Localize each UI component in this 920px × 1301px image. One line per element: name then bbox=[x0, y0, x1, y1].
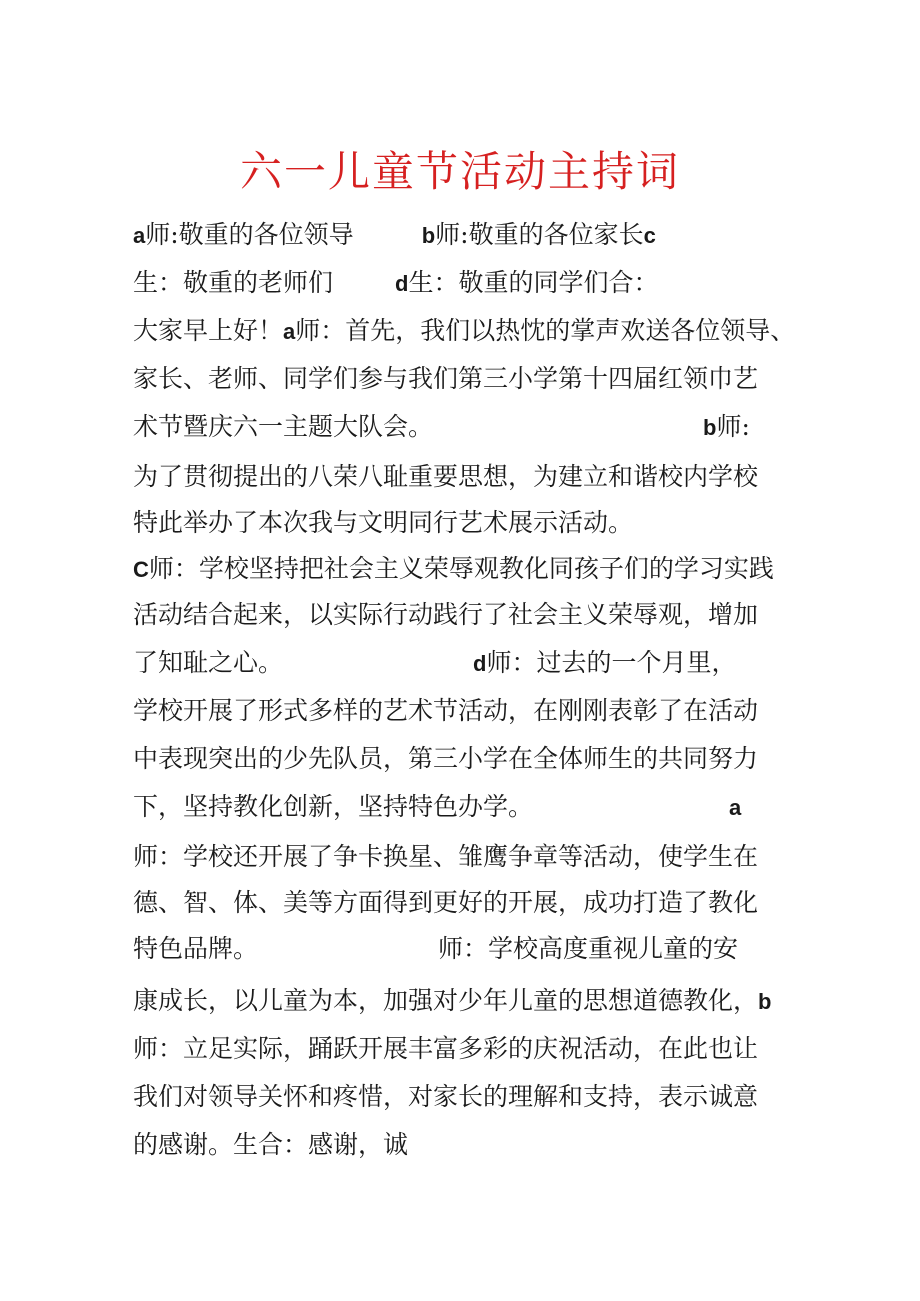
speaker-c-label: c bbox=[643, 223, 656, 248]
text-line-15 bbox=[133, 886, 793, 920]
text-line-3 bbox=[133, 314, 796, 349]
text-segment: 下，坚持教化创新，坚持特色办学。 bbox=[133, 792, 534, 821]
text-segment: 我们对领导关怀和疼惜，对家长的理解和支持，表示诚意 bbox=[133, 1082, 759, 1111]
text-line-5 bbox=[133, 410, 793, 445]
text-segment: 家长、老师、同学们参与我们第三小学第十四届红领巾艺 bbox=[133, 364, 759, 393]
text-segment: 术节暨庆六一主题大队会。 bbox=[133, 412, 434, 441]
text-segment: 学校开展了形式多样的艺术节活动，在刚刚表彰了在活动 bbox=[133, 696, 759, 725]
text-segment: 师：立足实际，踊跃开展丰富多彩的庆祝活动，在此也让 bbox=[133, 1034, 759, 1063]
speaker-a-label: a bbox=[133, 223, 146, 248]
text-segment: 特此举办了本次我与文明同行艺术展示活动。 bbox=[133, 508, 634, 537]
speaker-b-label: b bbox=[703, 415, 717, 440]
text-line-17 bbox=[133, 984, 793, 1019]
greeting-b: 师:敬重的各位家长 bbox=[435, 220, 644, 249]
greeting-c: 生：敬重的老师们 bbox=[133, 268, 334, 297]
text-line-6 bbox=[133, 460, 793, 494]
text-line-12 bbox=[133, 742, 793, 776]
text-line-7 bbox=[133, 506, 793, 540]
speaker-c-label: C bbox=[133, 557, 149, 582]
text-line-20 bbox=[133, 1128, 793, 1162]
text-line-4 bbox=[133, 362, 793, 396]
speaker-d-label: d bbox=[473, 651, 487, 676]
text-line-11 bbox=[133, 694, 793, 728]
text-segment: 师：首先，我们以热忱的掌声欢送各位领导、 bbox=[295, 316, 796, 345]
text-line-9 bbox=[133, 598, 793, 632]
text-segment: 中表现突出的少先队员，第三小学在全体师生的共同努力 bbox=[133, 744, 759, 773]
text-segment: 活动结合起来，以实际行动践行了社会主义荣辱观，增加 bbox=[133, 600, 759, 629]
text-line-19 bbox=[133, 1080, 793, 1114]
text-segment: 师：过去的一个月里， bbox=[486, 648, 737, 677]
text-segment: 大家早上好！ bbox=[133, 316, 284, 345]
text-segment: 康成长，以儿童为本，加强对少年儿童的思想道德教化， bbox=[133, 986, 759, 1015]
text-segment: 师：学校高度重视儿童的安 bbox=[438, 934, 739, 963]
text-line-10 bbox=[133, 646, 793, 681]
text-segment: 师：学校坚持把社会主义荣辱观教化同孩子们的学习实践 bbox=[148, 554, 774, 583]
greeting-d: 生：敬重的同学们合： bbox=[408, 268, 659, 297]
text-segment: 了知耻之心。 bbox=[133, 648, 284, 677]
text-segment: 师: bbox=[716, 412, 750, 441]
text-segment: 德、智、体、美等方面得到更好的开展，成功打造了教化 bbox=[133, 888, 759, 917]
text-segment: 师：学校还开展了争卡换星、雏鹰争章等活动，使学生在 bbox=[133, 842, 759, 871]
text-line-2 bbox=[133, 266, 793, 301]
text-line-14 bbox=[133, 840, 793, 874]
text-line-16 bbox=[133, 932, 793, 966]
speaker-a-label: a bbox=[729, 795, 742, 820]
speaker-a-label: a bbox=[283, 319, 296, 344]
speaker-d-label: d bbox=[395, 271, 409, 296]
speaker-b-label: b bbox=[758, 989, 772, 1014]
text-segment: 为了贯彻提出的八荣八耻重要思想，为建立和谐校内学校 bbox=[133, 462, 759, 491]
text-line-1 bbox=[133, 218, 793, 253]
document-title: 六一儿童节活动主持词 bbox=[239, 147, 680, 196]
text-line-13 bbox=[133, 790, 793, 825]
text-line-18 bbox=[133, 1032, 793, 1066]
greeting-a: 师:敬重的各位领导 bbox=[145, 220, 354, 249]
text-line-8 bbox=[133, 552, 793, 587]
speaker-b-label: b bbox=[421, 223, 436, 248]
text-segment: 特色品牌。 bbox=[133, 934, 259, 963]
text-segment: 的感谢。生合：感谢，诚 bbox=[133, 1130, 409, 1159]
